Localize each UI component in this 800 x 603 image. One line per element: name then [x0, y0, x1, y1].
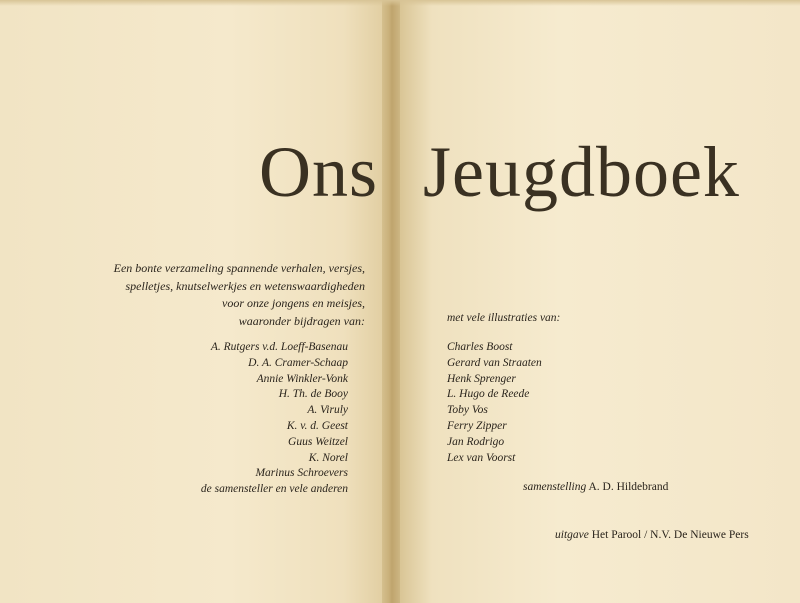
contributor-name: Annie Winkler-Vonk: [256, 372, 348, 385]
illustrator-name: L. Hugo de Reede: [447, 388, 530, 401]
publisher-label: uitgave: [555, 529, 589, 541]
illustrator-name: Henk Sprenger: [447, 372, 516, 385]
contributor-name: Guus Weitzel: [288, 435, 348, 448]
right-page: [400, 0, 800, 603]
illustrator-name: Lex van Voorst: [447, 451, 516, 464]
contributor-name: K. Norel: [308, 451, 348, 464]
intro-line: Een bonte verzameling spannende verhalen, versjes,: [113, 261, 365, 275]
illustrators-list: [447, 340, 542, 466]
contributors-list: [201, 340, 348, 498]
contributor-name: Marinus Schroevers: [255, 467, 348, 480]
compiler-credit: [523, 481, 668, 493]
publisher-name: Het Parool / N.V. De Nieuwe Pers: [591, 529, 749, 541]
intro-text: [35, 260, 365, 330]
illustrator-name: Charles Boost: [447, 341, 513, 353]
contributor-name: de samensteller en vele anderen: [200, 483, 348, 496]
illustrator-name: Ferry Zipper: [447, 419, 507, 432]
page-top-edge: [0, 0, 800, 6]
publisher-credit: [555, 529, 749, 541]
intro-line: spelletjes, knutselwerkjes en wetenswaardigheden: [125, 278, 365, 293]
intro-line: waaronder bijdragen van:: [238, 313, 365, 328]
compiler-name: A. D. Hildebrand: [588, 481, 669, 493]
illustrator-name: Gerard van Straaten: [447, 356, 542, 369]
title-left-word: Ons: [258, 132, 378, 212]
contributor-name: A. Rutgers v.d. Loeff-Basenau: [210, 341, 348, 353]
illustrations-heading: met vele illustraties van:: [447, 312, 561, 324]
compiler-label: samenstelling: [523, 481, 587, 493]
illustrator-name: Jan Rodrigo: [447, 435, 505, 448]
book-gutter: [382, 0, 400, 603]
intro-line: voor onze jongens en meisjes,: [222, 296, 365, 310]
title-right-word: Jeugdboek: [423, 132, 740, 212]
contributor-name: K. v. d. Geest: [286, 419, 348, 432]
contributor-name: H. Th. de Booy: [278, 388, 348, 401]
contributor-name: A. Viruly: [307, 404, 348, 417]
illustrator-name: Toby Vos: [447, 404, 488, 417]
contributor-name: D. A. Cramer-Schaap: [248, 356, 348, 369]
